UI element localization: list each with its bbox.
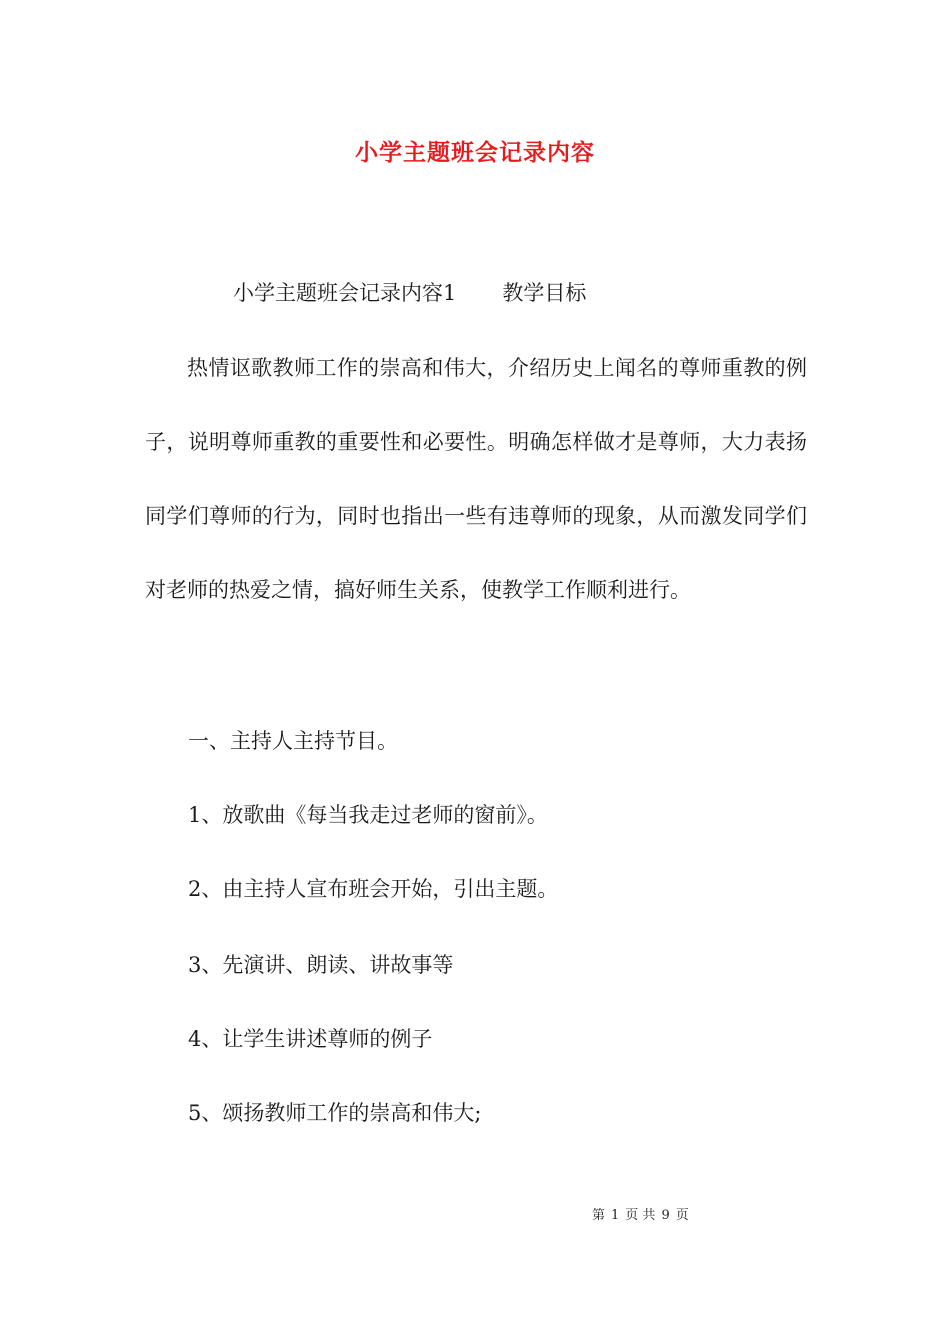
intro-paragraph: 热情讴歌教师工作的崇高和伟大，介绍历史上闻名的尊师重教的例子，说明尊师重教的重要性和必要性。明确怎样做才是尊师，大力表扬同学们尊师的行为，同时也指出一些有违尊师的现象，从而激发同学们对老师的热爱之情，搞好师生关系，使教学工作顺利进行。 [145, 356, 807, 602]
footer-mid: 页 共 [625, 1208, 656, 1223]
document-title: 小学主题班会记录内容 [355, 139, 595, 166]
list-item: 5、颂扬教师工作的崇高和伟大; [188, 1101, 482, 1125]
list-item: 一、主持人主持节目。 [188, 729, 398, 753]
footer-page-total: 9 [661, 1208, 670, 1223]
list-item: 2、由主持人宣布班会开始，引出主题。 [188, 877, 559, 901]
footer-suffix: 页 [675, 1208, 689, 1223]
page-footer [592, 1206, 695, 1226]
section-heading-text: 小学主题班会记录内容1 [233, 281, 457, 305]
list-item: 4、让学生讲述尊师的例子 [188, 1027, 433, 1051]
section-subheading: 教学目标 [502, 281, 587, 305]
footer-page-number: 1 [611, 1208, 620, 1223]
footer-prefix: 第 [592, 1208, 606, 1223]
list-item: 3、先演讲、朗读、讲故事等 [188, 953, 454, 977]
section-heading [233, 278, 586, 308]
list-item: 1、放歌曲《每当我走过老师的窗前》。 [188, 803, 548, 827]
